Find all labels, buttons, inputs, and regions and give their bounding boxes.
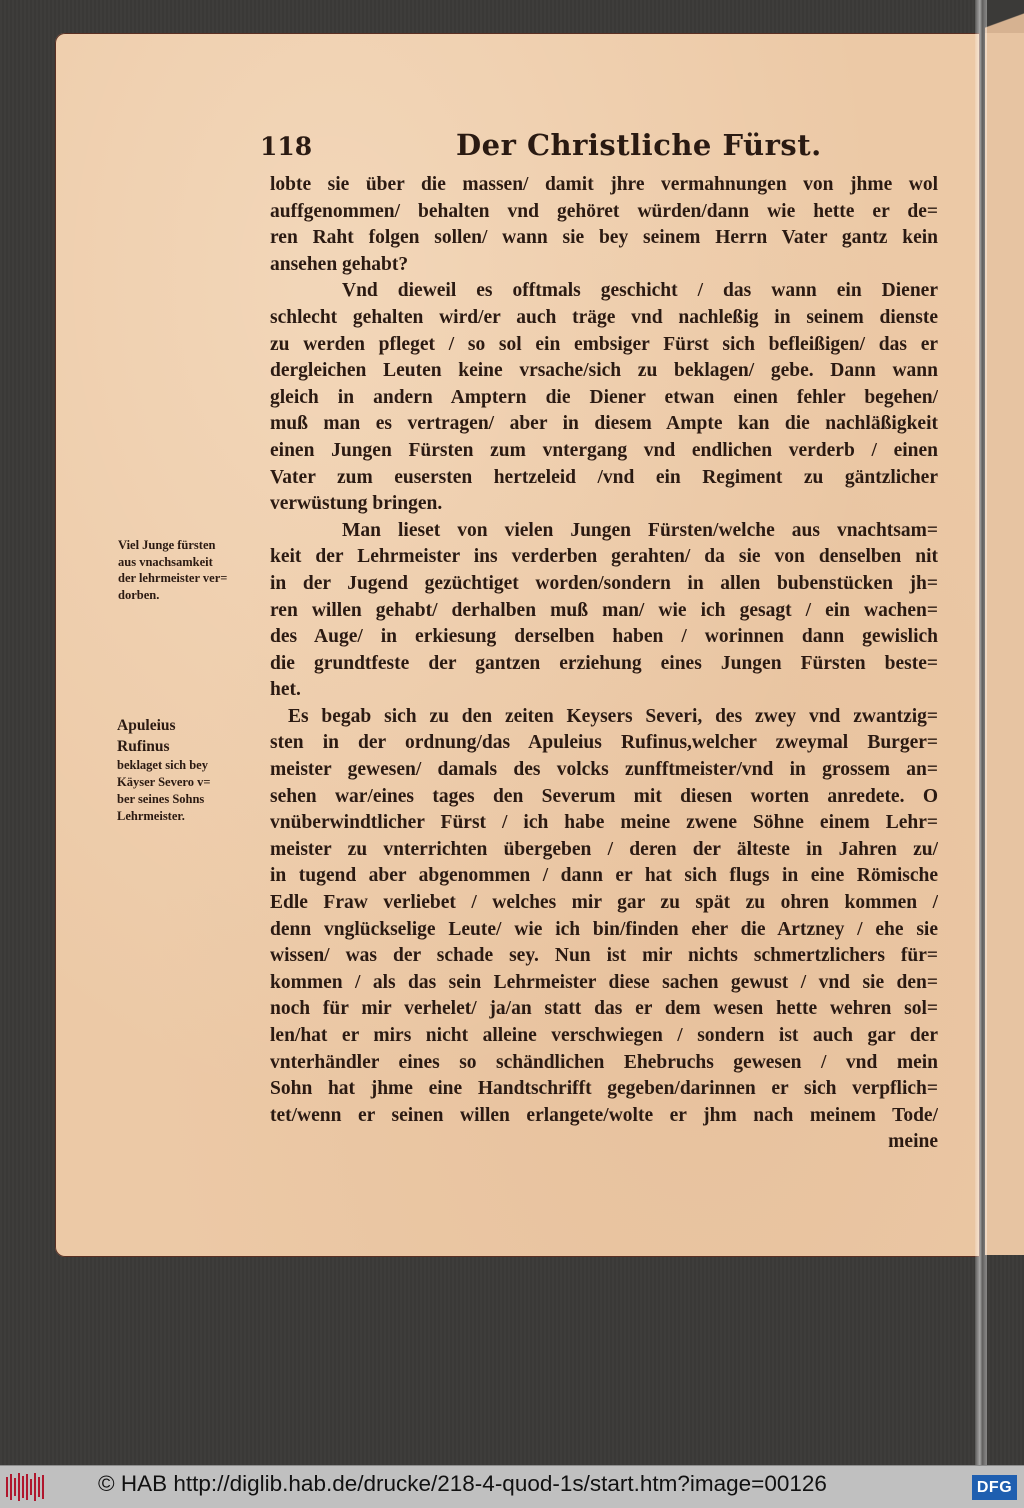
text-line: denn vnglückselige Leute/ wie ich bin/finden eher die Artzney / ehe sie <box>270 918 938 940</box>
text-line: gleich in andern Amptern die Diener etwan einen fehler begehen/ <box>270 386 938 408</box>
text-line: wissen/ was der schade sey. Nun ist mir nichts schmertzlichers für= <box>270 945 938 967</box>
text-line: meister zu vnterrichten übergeben / deren der älteste in Jahren zu/ <box>270 838 938 860</box>
text-line: len/hat er mirs nicht alleine verschwiegen / sondern ist auch gar der <box>270 1025 938 1046</box>
copyright-link[interactable]: © HAB http://diglib.hab.de/drucke/218-4-quod-1s/start.htm?image=00126 <box>98 1471 827 1496</box>
page-header <box>258 128 948 164</box>
text-line: Vater zum eusersten hertzeleid /vnd ein Regiment zu gäntzlicher <box>270 466 938 488</box>
text-line: ansehen gehabt? <box>270 253 409 275</box>
text-line: tet/wenn er seinen willen erlangete/wolte er jhm nach meinem Tode/ <box>270 1104 938 1126</box>
marginal-note-2 <box>117 715 262 825</box>
marginal-line: Käyser Severo v= <box>117 775 211 789</box>
footer-bar <box>0 1465 1024 1508</box>
marginal-line: beklaget sich bey <box>117 758 208 772</box>
text-line: zu werden pfleget / so sol ein embsiger Fürst sich befleißigen/ das er <box>270 333 938 355</box>
marginal-line: aus vnachsamkeit <box>118 554 213 569</box>
page-number: 118 <box>260 132 313 161</box>
text-line: kommen / als das sein Lehrmeister diese sachen gewust / vnd sie den= <box>270 971 938 993</box>
text-line: lobte sie über die massen/ damit jhre vermahnungen von jhme wol <box>270 174 938 195</box>
text-line: Vnd dieweil es offtmals geschicht / das wann ein Diener <box>342 280 938 302</box>
text-line: vnüberwindtlicher Fürst / ich habe meine zwene Söhne einem Lehr= <box>270 812 938 834</box>
text-line: ren willen gehabt/ derhalben muß man/ wie ich gesagt / ein wachen= <box>270 599 938 621</box>
text-line: einen Jungen Fürsten zum vntergang vnd endlichen verderb / einen <box>270 439 938 461</box>
text-line: muß man es vertragen/ aber in diesem Ampte kan die nachläßigkeit <box>270 413 938 435</box>
facing-page-edge <box>985 33 1024 1255</box>
body-text <box>270 172 938 1156</box>
text-line: des Auge/ in erkiesung derselben haben / worinnen dann gewislich <box>270 626 938 648</box>
text-line: sehen war/eines tages den Severum mit diesen worten anredete. O <box>270 785 938 807</box>
hab-logo-icon[interactable] <box>6 1472 44 1502</box>
text-line: in tugend aber abgenommen / dann er hat sich flugs in eine Römische <box>270 865 938 887</box>
text-line: meine <box>888 1131 938 1153</box>
text-line: in der Jugend gezüchtiget worden/sondern in allen bubenstücken jh= <box>270 572 938 594</box>
text-line: Es begab sich zu den zeiten Keysers Severi, des zwey vnd zwantzig= <box>288 705 938 727</box>
text-line: het. <box>270 679 301 701</box>
text-line: schlecht gehalten wird/er auch träge vnd nachleßig in seinem dienste <box>270 306 938 328</box>
text-line: die grundtfeste der gantzen erziehung eines Jungen Fürsten beste= <box>270 652 938 674</box>
text-line: auffgenommen/ behalten vnd gehöret würden/dann wie hette er de= <box>270 200 938 222</box>
marginal-line: dorben. <box>118 587 160 602</box>
text-line: dergleichen Leuten keine vrsache/sich zu beklagen/ gebe. Dann wann <box>270 360 938 382</box>
text-line: sten in der ordnung/das Apuleius Rufinus,welcher zweymal Burger= <box>270 732 938 754</box>
text-line: Edle Fraw verliebet / welches mir gar zu spät zu ohren kommen / <box>270 892 938 914</box>
marginal-line: der lehrmeister ver= <box>118 571 228 585</box>
text-line: Sohn hat jhme eine Handtschrifft gegeben/darinnen er sich verpflich= <box>270 1078 938 1100</box>
running-title: Der Christliche Fürst. <box>456 128 822 162</box>
text-line: vnterhändler eines so schändlichen Ehebruchs gewesen / vnd mein <box>270 1051 938 1073</box>
marginal-title-line: Rufinus <box>117 738 170 755</box>
glass-plate-edge <box>975 0 987 1465</box>
dfg-logo-icon[interactable]: DFG <box>972 1475 1017 1500</box>
text-line: keit der Lehrmeister ins verderben gerahten/ da sie von denselben nit <box>270 546 938 568</box>
marginal-line: ber seines Sohns <box>117 792 205 806</box>
text-line: meister gewesen/ damals des volcks zunfftmeister/vnd in grossem an= <box>270 759 938 781</box>
marginal-title-line: Apuleius <box>117 717 176 734</box>
marginal-note-1 <box>118 537 263 603</box>
text-line: verwüstung bringen. <box>270 493 443 515</box>
text-line: Man lieset von vielen Jungen Fürsten/welche aus vnachtsam= <box>342 519 938 541</box>
text-line: noch für mir verhelet/ ja/an statt das er dem wesen hette wehren sol= <box>270 998 938 1020</box>
marginal-line: Viel Junge fürsten <box>118 538 216 552</box>
marginal-line: Lehrmeister. <box>117 809 185 823</box>
text-line: ren Raht folgen sollen/ wann sie bey seinem Herrn Vater gantz kein <box>270 227 938 249</box>
